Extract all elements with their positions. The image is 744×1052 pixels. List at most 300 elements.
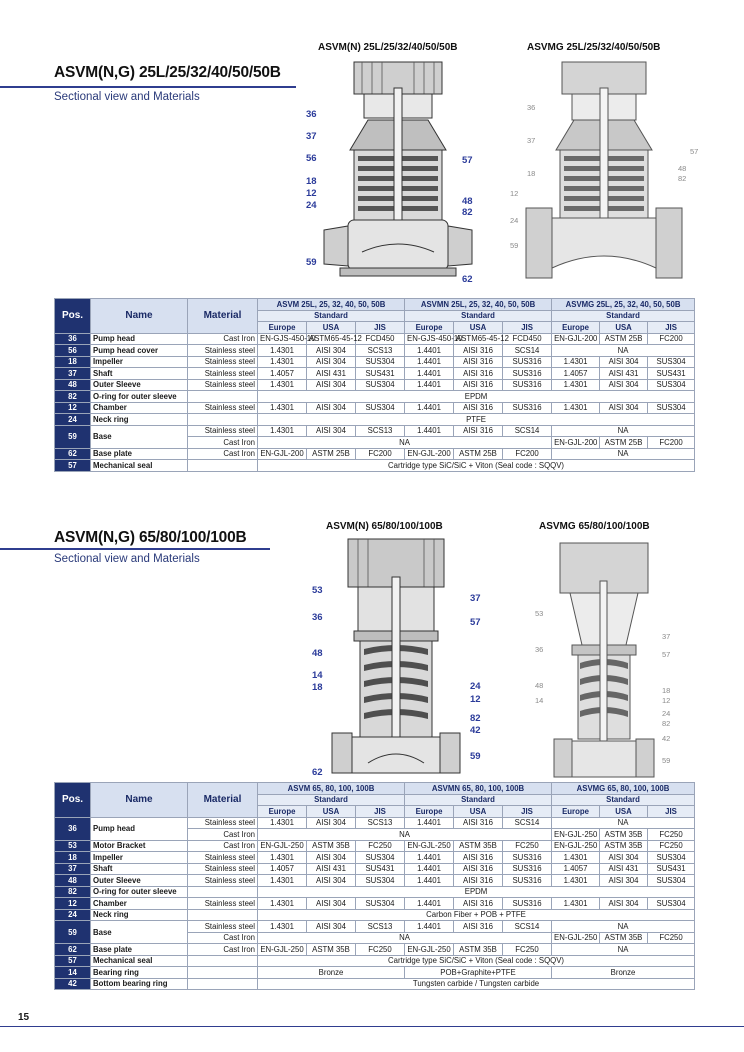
table-row: [55, 402, 695, 414]
diagram-right-title: ASVMG 25L/25/32/40/50/50B: [527, 42, 661, 53]
value-cell: SUS304: [648, 356, 695, 368]
value-cell: 1.4301: [258, 425, 307, 437]
material-cell: Stainless steel: [188, 875, 258, 887]
value-cell: EN-GJL-250: [552, 829, 600, 841]
header-standard: Standard: [258, 794, 405, 806]
header-europe: Europe: [258, 322, 307, 334]
callout-g-18: 18: [662, 686, 671, 695]
value-cell: SCS13: [356, 425, 405, 437]
table-row: [55, 356, 695, 368]
value-cell: 1.4401: [405, 921, 454, 933]
value-cell: AISI 316: [454, 852, 503, 864]
header-europe: Europe: [552, 806, 600, 818]
material-cell: Cast Iron: [188, 448, 258, 460]
pos-cell: 48: [55, 875, 91, 887]
value-cell: SUS431: [356, 368, 405, 380]
header-usa: USA: [307, 806, 356, 818]
value-cell: ASTM 35B: [600, 840, 648, 852]
pos-cell: 36: [55, 333, 91, 345]
callout-57: 57: [462, 155, 473, 166]
table-row: [55, 379, 695, 391]
header-standard: Standard: [258, 310, 405, 322]
material-cell: Stainless steel: [188, 425, 258, 437]
value-cell: ASTM 35B: [454, 944, 503, 956]
value-cell: AISI 431: [307, 863, 356, 875]
material-cell: Cast Iron: [188, 840, 258, 852]
table-row: [55, 955, 695, 967]
name-cell: O-ring for outer sleeve: [91, 886, 188, 898]
value-cell: ASTM65-45-12: [307, 333, 356, 345]
callout-g-37: 37: [527, 136, 536, 145]
value-cell: EN-GJL-200: [258, 448, 307, 460]
name-cell: Outer Sleeve: [91, 875, 188, 887]
value-cell: EN-GJL-250: [405, 944, 454, 956]
pos-cell: 24: [55, 909, 91, 921]
value-cell: FC250: [356, 840, 405, 852]
pos-cell: 62: [55, 944, 91, 956]
value-cell: 1.4301: [258, 379, 307, 391]
header-standard: Standard: [405, 310, 552, 322]
callout-18: 18: [306, 176, 317, 187]
value-cell: SCS13: [356, 921, 405, 933]
value-cell: AISI 304: [600, 898, 648, 910]
header-europe: Europe: [258, 806, 307, 818]
value-cell: 1.4301: [258, 921, 307, 933]
callout-14: 14: [312, 670, 323, 681]
value-cell: SUS316: [503, 356, 552, 368]
value-cell: ASTM 35B: [600, 829, 648, 841]
material-cell: Stainless steel: [188, 817, 258, 829]
value-cell: SUS304: [356, 402, 405, 414]
pos-cell: 12: [55, 898, 91, 910]
name-cell: Pump head: [91, 817, 188, 840]
value-cell: AISI 316: [454, 368, 503, 380]
value-cell: FC200: [648, 437, 695, 449]
materials-table-2: [54, 782, 695, 990]
callout-g-36: 36: [527, 103, 536, 112]
header-group-asvmg: ASVMG 65, 80, 100, 100B: [552, 783, 695, 795]
name-cell: Chamber: [91, 402, 188, 414]
name-cell: Neck ring: [91, 909, 188, 921]
pos-cell: 56: [55, 345, 91, 357]
callout-59: 59: [470, 751, 481, 762]
value-cell: AISI 316: [454, 356, 503, 368]
value-cell: FC200: [648, 333, 695, 345]
table-row: [55, 368, 695, 380]
value-cell: AISI 304: [600, 356, 648, 368]
name-cell: Base: [91, 425, 188, 448]
value-cell: FCD450: [356, 333, 405, 345]
value-cell: AISI 304: [600, 875, 648, 887]
value-cell: EN-GJL-250: [258, 944, 307, 956]
value-cell: AISI 304: [307, 345, 356, 357]
value-cell: AISI 304: [600, 402, 648, 414]
header-name: Name: [91, 299, 188, 334]
callout-g-82: 82: [678, 174, 687, 183]
value-cell: FC250: [648, 932, 695, 944]
name-cell: Mechanical seal: [91, 460, 188, 472]
callout-37: 37: [470, 593, 481, 604]
value-cell: AISI 316: [454, 345, 503, 357]
material-cell: [188, 460, 258, 472]
value-cell: SCS14: [503, 921, 552, 933]
material-cell: Stainless steel: [188, 898, 258, 910]
value-cell: AISI 304: [600, 379, 648, 391]
name-cell: Base plate: [91, 944, 188, 956]
material-cell: [188, 955, 258, 967]
value-cell: SUS431: [356, 863, 405, 875]
value-cell: 1.4301: [552, 356, 600, 368]
value-cell: SUS316: [503, 863, 552, 875]
value-cell: ASTM 25B: [307, 448, 356, 460]
header-pos: Pos.: [55, 299, 91, 334]
value-cell: AISI 304: [307, 356, 356, 368]
spanned-value-cell: NA: [258, 437, 552, 449]
page-number: 15: [18, 1012, 30, 1023]
material-cell: [188, 909, 258, 921]
sectional-view-left: [328, 537, 464, 777]
callout-53: 53: [312, 585, 323, 596]
value-cell: 1.4301: [552, 402, 600, 414]
value-cell: AISI 316: [454, 817, 503, 829]
value-cell: EN-GJL-250: [258, 840, 307, 852]
callout-g-18: 18: [527, 169, 536, 178]
value-cell: ASTM 25B: [454, 448, 503, 460]
group-value-cell: Bronze: [552, 967, 695, 979]
materials-table-1: [54, 298, 695, 472]
sectional-view-right: [522, 58, 686, 280]
material-cell: Stainless steel: [188, 852, 258, 864]
section-asvm-25: [0, 0, 744, 510]
value-cell: AISI 304: [307, 921, 356, 933]
material-cell: Cast Iron: [188, 333, 258, 345]
group-value-cell: NA: [552, 944, 695, 956]
pos-cell: 48: [55, 379, 91, 391]
value-cell: EN-GJL-250: [552, 840, 600, 852]
callout-g-37: 37: [662, 632, 671, 641]
value-cell: EN-GJL-250: [552, 932, 600, 944]
value-cell: SUS316: [503, 368, 552, 380]
value-cell: EN-GJL-200: [552, 333, 600, 345]
material-cell: Cast Iron: [188, 932, 258, 944]
value-cell: AISI 316: [454, 875, 503, 887]
value-cell: FC250: [503, 944, 552, 956]
value-cell: AISI 304: [307, 898, 356, 910]
name-cell: Pump head cover: [91, 345, 188, 357]
callout-82: 82: [470, 713, 481, 724]
value-cell: 1.4401: [405, 817, 454, 829]
value-cell: 1.4301: [552, 898, 600, 910]
callout-g-53: 53: [535, 609, 544, 618]
group-value-cell: NA: [552, 921, 695, 933]
table-row: [55, 333, 695, 345]
pos-cell: 59: [55, 425, 91, 448]
value-cell: SUS304: [356, 898, 405, 910]
material-cell: Stainless steel: [188, 402, 258, 414]
header-europe: Europe: [552, 322, 600, 334]
table-row: [55, 391, 695, 403]
header-pos: Pos.: [55, 783, 91, 818]
value-cell: FC250: [648, 840, 695, 852]
material-cell: [188, 886, 258, 898]
header-group-asvmg: ASVMG 25L, 25, 32, 40, 50, 50B: [552, 299, 695, 311]
value-cell: FC250: [356, 944, 405, 956]
value-cell: 1.4057: [552, 863, 600, 875]
value-cell: SCS13: [356, 345, 405, 357]
pos-cell: 82: [55, 391, 91, 403]
material-cell: [188, 978, 258, 990]
spanned-value-cell: Cartridge type SiC/SiC + Viton (Seal code : SQQV): [258, 460, 695, 472]
value-cell: AISI 431: [600, 863, 648, 875]
value-cell: 1.4057: [552, 368, 600, 380]
pos-cell: 14: [55, 967, 91, 979]
value-cell: FC200: [503, 448, 552, 460]
header-jis: JIS: [503, 806, 552, 818]
header-standard: Standard: [405, 794, 552, 806]
value-cell: EN-GJL-200: [405, 448, 454, 460]
callout-g-59: 59: [510, 241, 519, 250]
title-rule: [0, 548, 270, 550]
material-cell: Stainless steel: [188, 345, 258, 357]
header-europe: Europe: [405, 806, 454, 818]
table-row: [55, 448, 695, 460]
value-cell: SUS304: [648, 875, 695, 887]
callout-56: 56: [306, 153, 317, 164]
group-value-cell: NA: [552, 817, 695, 829]
table-row: [55, 425, 695, 437]
diagram-left-title: ASVM(N) 65/80/100/100B: [326, 521, 443, 532]
page-rule: [0, 1026, 744, 1027]
section-title: ASVM(N,G) 25L/25/32/40/50/50B: [54, 64, 281, 81]
value-cell: AISI 304: [307, 425, 356, 437]
value-cell: SUS316: [503, 898, 552, 910]
value-cell: EN-GJS-450-10: [405, 333, 454, 345]
material-cell: Stainless steel: [188, 379, 258, 391]
group-value-cell: NA: [552, 425, 695, 437]
sectional-view-left: [318, 58, 478, 280]
table-row: [55, 460, 695, 472]
value-cell: 1.4401: [405, 356, 454, 368]
callout-36: 36: [312, 612, 323, 623]
name-cell: Base plate: [91, 448, 188, 460]
material-cell: [188, 967, 258, 979]
value-cell: 1.4301: [258, 356, 307, 368]
value-cell: AISI 316: [454, 379, 503, 391]
callout-42: 42: [470, 725, 481, 736]
callout-36: 36: [306, 109, 317, 120]
table-row: [55, 840, 695, 852]
callout-g-12: 12: [510, 189, 519, 198]
value-cell: 1.4301: [258, 345, 307, 357]
name-cell: O-ring for outer sleeve: [91, 391, 188, 403]
callout-12: 12: [306, 188, 317, 199]
pos-cell: 18: [55, 356, 91, 368]
header-standard: Standard: [552, 794, 695, 806]
value-cell: AISI 304: [307, 875, 356, 887]
value-cell: ASTM 25B: [600, 333, 648, 345]
callout-48: 48: [462, 196, 473, 207]
callout-59: 59: [306, 257, 317, 268]
spanned-value-cell: NA: [258, 932, 552, 944]
value-cell: SCS14: [503, 425, 552, 437]
pos-cell: 82: [55, 886, 91, 898]
diagram-right-title: ASVMG 65/80/100/100B: [539, 521, 650, 532]
callout-24: 24: [306, 200, 317, 211]
name-cell: Pump head: [91, 333, 188, 345]
value-cell: 1.4401: [405, 852, 454, 864]
callout-g-59: 59: [662, 756, 671, 765]
header-europe: Europe: [405, 322, 454, 334]
table-row: [55, 921, 695, 933]
value-cell: SUS431: [648, 863, 695, 875]
name-cell: Mechanical seal: [91, 955, 188, 967]
name-cell: Neck ring: [91, 414, 188, 426]
name-cell: Impeller: [91, 356, 188, 368]
value-cell: SUS304: [356, 852, 405, 864]
value-cell: ASTM65-45-12: [454, 333, 503, 345]
value-cell: 1.4401: [405, 898, 454, 910]
pos-cell: 59: [55, 921, 91, 944]
value-cell: 1.4301: [258, 852, 307, 864]
section-subtitle: Sectional view and Materials: [54, 91, 200, 103]
pos-cell: 53: [55, 840, 91, 852]
diagram-left-title: ASVM(N) 25L/25/32/40/50/50B: [318, 42, 458, 53]
callout-g-57: 57: [690, 147, 699, 156]
header-usa: USA: [600, 322, 648, 334]
value-cell: 1.4401: [405, 875, 454, 887]
value-cell: AISI 316: [454, 425, 503, 437]
value-cell: EN-GJS-450-10: [258, 333, 307, 345]
callout-62: 62: [462, 274, 473, 285]
name-cell: Shaft: [91, 368, 188, 380]
value-cell: 1.4401: [405, 345, 454, 357]
material-cell: Cast Iron: [188, 944, 258, 956]
spanned-value-cell: Tungsten carbide / Tungsten carbide: [258, 978, 695, 990]
value-cell: SUS316: [503, 875, 552, 887]
value-cell: SUS316: [503, 402, 552, 414]
name-cell: Shaft: [91, 863, 188, 875]
header-standard: Standard: [552, 310, 695, 322]
material-cell: Stainless steel: [188, 863, 258, 875]
material-cell: Stainless steel: [188, 368, 258, 380]
table-body: [55, 333, 695, 471]
value-cell: SUS304: [648, 379, 695, 391]
value-cell: FCD450: [503, 333, 552, 345]
header-group-asvmn: ASVMN 25L, 25, 32, 40, 50, 50B: [405, 299, 552, 311]
value-cell: 1.4401: [405, 368, 454, 380]
header-jis: JIS: [648, 806, 695, 818]
spanned-value-cell: EPDM: [258, 886, 695, 898]
header-jis: JIS: [356, 322, 405, 334]
value-cell: SUS304: [648, 402, 695, 414]
material-cell: [188, 391, 258, 403]
value-cell: ASTM 35B: [307, 944, 356, 956]
value-cell: SCS14: [503, 817, 552, 829]
material-cell: Cast Iron: [188, 829, 258, 841]
value-cell: 1.4301: [258, 875, 307, 887]
title-rule: [0, 86, 296, 88]
callout-57: 57: [470, 617, 481, 628]
name-cell: Motor Bracket: [91, 840, 188, 852]
value-cell: AISI 304: [307, 852, 356, 864]
value-cell: AISI 304: [600, 852, 648, 864]
value-cell: 1.4301: [258, 402, 307, 414]
header-jis: JIS: [503, 322, 552, 334]
value-cell: 1.4301: [552, 875, 600, 887]
value-cell: AISI 431: [600, 368, 648, 380]
header-usa: USA: [454, 806, 503, 818]
value-cell: 1.4301: [552, 852, 600, 864]
table-row: [55, 817, 695, 829]
value-cell: SUS304: [648, 852, 695, 864]
value-cell: EN-GJL-200: [552, 437, 600, 449]
value-cell: ASTM 35B: [600, 932, 648, 944]
header-usa: USA: [454, 322, 503, 334]
name-cell: Bearing ring: [91, 967, 188, 979]
value-cell: SUS304: [356, 875, 405, 887]
pos-cell: 12: [55, 402, 91, 414]
spanned-value-cell: NA: [258, 829, 552, 841]
table-row: [55, 414, 695, 426]
group-value-cell: NA: [552, 345, 695, 357]
section-subtitle: Sectional view and Materials: [54, 553, 200, 565]
material-cell: [188, 414, 258, 426]
value-cell: FC250: [648, 829, 695, 841]
section-title: ASVM(N,G) 65/80/100/100B: [54, 529, 247, 546]
callout-62: 62: [312, 767, 323, 778]
header-usa: USA: [307, 322, 356, 334]
header-material: Material: [188, 299, 258, 334]
value-cell: FC250: [503, 840, 552, 852]
name-cell: Chamber: [91, 898, 188, 910]
value-cell: SUS431: [648, 368, 695, 380]
value-cell: AISI 316: [454, 921, 503, 933]
pos-cell: 62: [55, 448, 91, 460]
name-cell: Bottom bearing ring: [91, 978, 188, 990]
table-body: [55, 817, 695, 990]
value-cell: ASTM 35B: [454, 840, 503, 852]
spanned-value-cell: Carbon Fiber + POB + PTFE: [258, 909, 695, 921]
group-value-cell: Bronze: [258, 967, 405, 979]
value-cell: 1.4301: [258, 898, 307, 910]
header-group-asvm: ASVM 25L, 25, 32, 40, 50, 50B: [258, 299, 405, 311]
pos-cell: 24: [55, 414, 91, 426]
value-cell: 1.4401: [405, 425, 454, 437]
value-cell: 1.4057: [258, 368, 307, 380]
value-cell: SUS304: [648, 898, 695, 910]
value-cell: AISI 431: [307, 368, 356, 380]
value-cell: 1.4057: [258, 863, 307, 875]
spanned-value-cell: EPDM: [258, 391, 695, 403]
value-cell: AISI 304: [307, 402, 356, 414]
table-row: [55, 898, 695, 910]
value-cell: AISI 316: [454, 402, 503, 414]
callout-g-24: 24: [510, 216, 519, 225]
callout-g-48: 48: [678, 164, 687, 173]
material-cell: Stainless steel: [188, 921, 258, 933]
callout-37: 37: [306, 131, 317, 142]
header-usa: USA: [600, 806, 648, 818]
group-value-cell: POB+Graphite+PTFE: [405, 967, 552, 979]
callout-g-82: 82: [662, 719, 671, 728]
callout-g-48: 48: [535, 681, 544, 690]
value-cell: 1.4401: [405, 379, 454, 391]
value-cell: SUS304: [356, 356, 405, 368]
callout-18: 18: [312, 682, 323, 693]
spanned-value-cell: PTFE: [258, 414, 695, 426]
name-cell: Base: [91, 921, 188, 944]
material-cell: Stainless steel: [188, 356, 258, 368]
